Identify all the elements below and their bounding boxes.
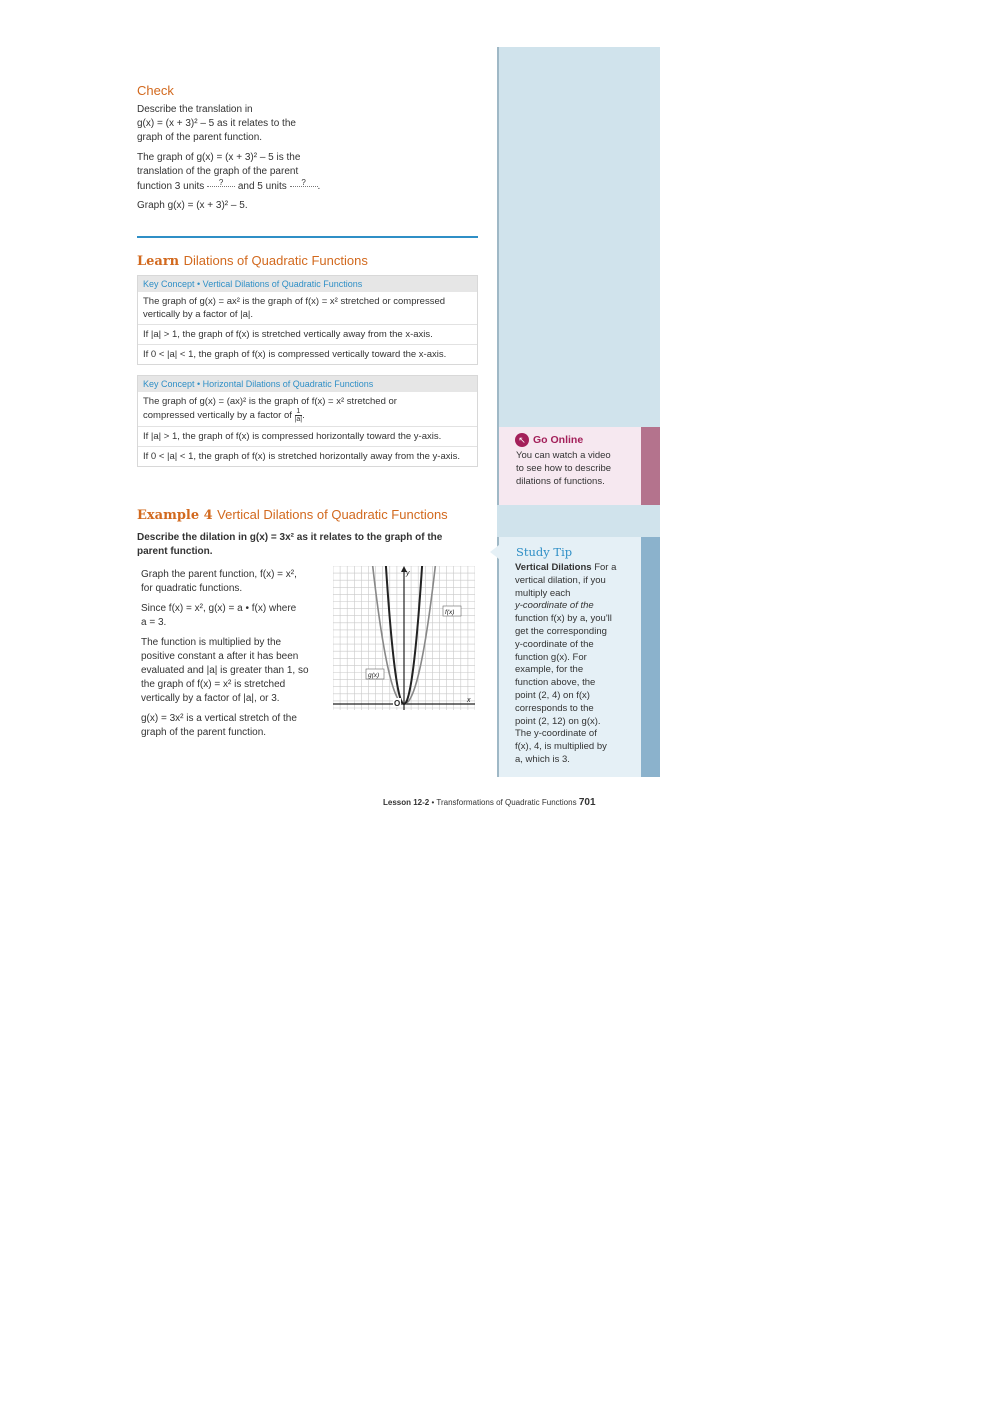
footer-separator: • bbox=[431, 798, 435, 807]
example-title: Vertical Dilations of Quadratic Functions bbox=[217, 507, 448, 522]
check-prompt-line: Describe the translation in bbox=[137, 104, 253, 115]
key-concept-header: Key Concept • Horizontal Dilations of Quadratic Functions bbox=[138, 376, 477, 392]
study-tip-strip bbox=[641, 537, 660, 777]
check-answer-text: function 3 units bbox=[137, 181, 205, 192]
study-tip-lead: Vertical Dilations bbox=[515, 562, 592, 573]
key-concept-vertical bbox=[137, 275, 478, 365]
check-answer-end: . bbox=[317, 181, 321, 192]
example-paragraph bbox=[141, 568, 329, 596]
key-concept-horizontal bbox=[137, 375, 478, 467]
study-tip-line: corresponds to the bbox=[515, 702, 594, 714]
study-tip-line: example, for the bbox=[515, 664, 584, 676]
study-tip-line: For a bbox=[594, 562, 617, 573]
go-online-text bbox=[516, 449, 636, 488]
fraction-numerator: 1 bbox=[296, 408, 301, 415]
study-tip-title: Study Tip bbox=[516, 545, 573, 559]
key-concept-row: If |a| > 1, the graph of f(x) is compressed horizontally toward the y-axis. bbox=[138, 426, 477, 446]
g-label: g(x) bbox=[368, 672, 380, 679]
dilation-graph bbox=[333, 566, 475, 710]
key-concept-header: Key Concept • Vertical Dilations of Quadratic Functions bbox=[138, 276, 477, 292]
key-concept-row: If |a| > 1, the graph of f(x) is stretched vertically away from the x-axis. bbox=[138, 324, 477, 344]
check-answer-line: The graph of g(x) = (x + 3)² – 5 is the bbox=[137, 152, 301, 163]
go-online-line: dilations of functions. bbox=[516, 476, 605, 487]
study-tip-line: point (2, 4) on f(x) bbox=[515, 689, 590, 701]
study-tip-notch bbox=[490, 545, 499, 559]
example-heading bbox=[137, 506, 448, 524]
check-answer-text: and 5 units bbox=[237, 181, 287, 192]
study-tip-line: function above, the bbox=[515, 677, 596, 689]
example-line: for quadratic functions. bbox=[141, 583, 243, 594]
example-paragraph bbox=[141, 636, 329, 706]
example-paragraph bbox=[141, 602, 329, 630]
check-prompt bbox=[137, 103, 357, 145]
example-line: graph of the parent function. bbox=[141, 727, 267, 738]
check-answer bbox=[137, 151, 377, 194]
footer-title: Transformations of Quadratic Functions bbox=[436, 798, 577, 807]
study-tip-line: vertical dilation, if you bbox=[515, 574, 606, 586]
check-prompt-line: graph of the parent function. bbox=[137, 132, 263, 143]
answer-blank-direction[interactable]: ? bbox=[207, 179, 235, 187]
check-answer-line3 bbox=[137, 179, 377, 194]
example-label: Example 4 bbox=[137, 508, 213, 523]
go-online-line: to see how to describe bbox=[516, 463, 612, 474]
key-concept-row-line: The graph of g(x) = (ax)² is the graph of f(x) = x² stretched or bbox=[143, 396, 397, 407]
example-line: Graph the parent function, f(x) = x², bbox=[141, 569, 297, 580]
learn-title: Dilations of Quadratic Functions bbox=[183, 253, 368, 268]
go-online-header[interactable] bbox=[515, 433, 583, 447]
example-prompt-line: Describe the dilation in g(x) = 3x² as it relates to the graph of the bbox=[137, 532, 443, 543]
y-axis-label: y bbox=[406, 570, 410, 577]
go-online-title: Go Online bbox=[533, 434, 584, 446]
fraction bbox=[295, 408, 303, 423]
check-answer-line: translation of the graph of the parent bbox=[137, 166, 299, 177]
study-tip-line: point (2, 12) on g(x). bbox=[515, 715, 601, 727]
example-prompt-line: parent function. bbox=[137, 546, 213, 557]
example-line: positive constant a after it has been bbox=[141, 651, 299, 662]
check-graph-instruction: Graph g(x) = (x + 3)² – 5. bbox=[137, 200, 248, 211]
study-tip-line: f(x), 4, is multiplied by bbox=[515, 741, 607, 753]
study-tip-first-line bbox=[515, 562, 637, 575]
go-online-strip bbox=[641, 427, 660, 505]
sidebar-column bbox=[497, 47, 660, 427]
study-tip-line: multiply each bbox=[515, 587, 571, 599]
example-line: g(x) = 3x² is a vertical stretch of the bbox=[141, 713, 297, 724]
study-tip-text bbox=[515, 562, 637, 767]
study-tip-line: y-coordinate of the bbox=[515, 600, 594, 612]
page-footer bbox=[383, 797, 596, 808]
origin-label: O bbox=[394, 699, 401, 708]
x-axis-label: x bbox=[467, 697, 471, 704]
example-line: The function is multiplied by the bbox=[141, 637, 282, 648]
study-tip-line: get the corresponding bbox=[515, 625, 607, 637]
example-body bbox=[141, 568, 329, 740]
example-paragraph bbox=[141, 712, 329, 740]
learn-heading bbox=[137, 252, 368, 270]
key-concept-row: If 0 < |a| < 1, the graph of f(x) is compressed vertically toward the x-axis. bbox=[138, 344, 477, 364]
key-concept-row bbox=[138, 392, 477, 426]
check-prompt-line: g(x) = (x + 3)² – 5 as it relates to the bbox=[137, 118, 296, 129]
check-title: Check bbox=[137, 83, 174, 98]
go-online-line: You can watch a video bbox=[516, 450, 611, 461]
study-tip-line: The y-coordinate of bbox=[515, 728, 597, 740]
answer-blank-direction-2[interactable]: ? bbox=[290, 179, 318, 187]
key-concept-row-text: compressed vertically by a factor of bbox=[143, 410, 292, 422]
f-label: f(x) bbox=[445, 609, 455, 616]
key-concept-row-line2 bbox=[143, 408, 472, 423]
example-prompt bbox=[137, 531, 477, 559]
key-concept-row: If 0 < |a| < 1, the graph of f(x) is stretched horizontally away from the y-axis. bbox=[138, 446, 477, 466]
key-concept-row-end: . bbox=[302, 410, 305, 422]
study-tip-line: a, which is 3. bbox=[515, 753, 570, 765]
example-line: the graph of f(x) = x² is stretched bbox=[141, 679, 286, 690]
key-concept-row: The graph of g(x) = ax² is the graph of f(x) = x² stretched or compressed vertically by a factor of |a|. bbox=[143, 296, 446, 320]
example-line: Since f(x) = x², g(x) = a • f(x) where bbox=[141, 603, 297, 614]
footer-page-number: 701 bbox=[578, 797, 596, 808]
example-line: evaluated and |a| is greater than 1, so bbox=[141, 665, 309, 676]
cursor-icon: ↖ bbox=[515, 433, 529, 447]
study-tip-line: function f(x) by a, you'll bbox=[515, 613, 612, 625]
example-line: vertically by a factor of |a|, or 3. bbox=[141, 693, 280, 704]
study-tip-line: y-coordinate of the bbox=[515, 638, 594, 650]
sidebar-gap bbox=[497, 505, 660, 537]
fraction-denominator: |a| bbox=[294, 416, 303, 423]
learn-label: Learn bbox=[137, 254, 180, 269]
footer-lesson: Lesson 12-2 bbox=[383, 798, 430, 807]
study-tip-line: function g(x). For bbox=[515, 651, 587, 663]
section-divider bbox=[137, 236, 478, 238]
example-line: a = 3. bbox=[141, 617, 167, 628]
